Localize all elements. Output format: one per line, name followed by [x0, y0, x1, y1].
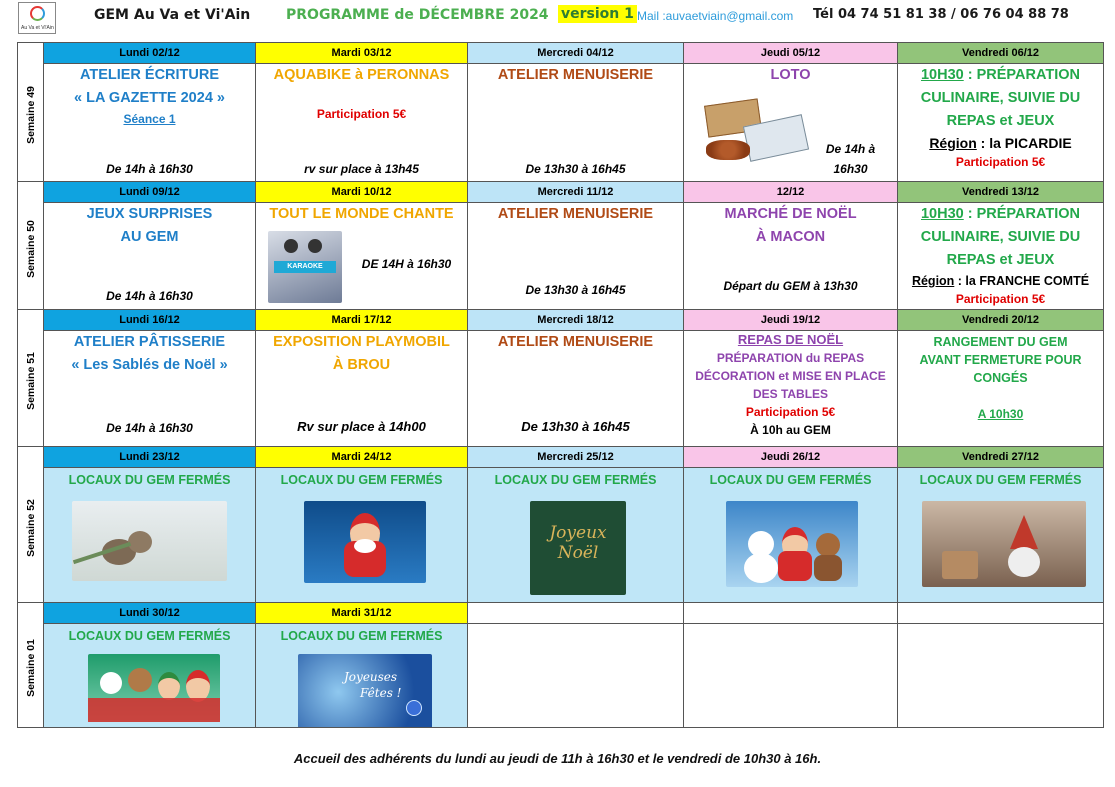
closed-cell: LOCAUX DU GEM FERMÉS	[684, 468, 898, 603]
activity-cell: 10H30 : PRÉPARATION CULINAIRE, SUIVIE DU REPAS et JEUX Région : la PICARDIE Participation 5€	[898, 64, 1104, 182]
activity-cell: MARCHÉ DE NOËL À MACON Départ du GEM à 13h30	[684, 203, 898, 310]
closed-cell: LOCAUX DU GEM FERMÉS Joyeuses Fêtes !	[256, 624, 468, 728]
empty-cell	[684, 624, 898, 728]
activity-cell: ATELIER MENUISERIE De 13h30 à 16h45	[468, 203, 684, 310]
page-title: GEM Au Va et Vi'Ain	[94, 7, 251, 23]
activity-cell: LOTO De 14h à 16h30	[684, 64, 898, 182]
karaoke-image: KARAOKE	[268, 231, 342, 303]
day-header: Mercredi 25/12	[468, 447, 684, 468]
week-header-row	[18, 43, 1104, 64]
week-label-cell: Semaine 01	[18, 603, 44, 728]
week-label-cell: Semaine 49	[18, 43, 44, 182]
christmas-characters-image	[88, 654, 220, 722]
week-header-row	[18, 182, 1104, 203]
activity-cell: JEUX SURPRISES AU GEM De 14h à 16h30	[44, 203, 256, 310]
day-header: Mardi 10/12	[256, 182, 468, 203]
version-badge: version 1	[558, 5, 637, 23]
activity-cell: RANGEMENT DU GEM AVANT FERMETURE POUR CONGÉS A 10h30	[898, 331, 1104, 447]
day-header: Mardi 31/12	[256, 603, 468, 624]
day-header: Jeudi 26/12	[684, 447, 898, 468]
closed-cell: LOCAUX DU GEM FERMÉS	[898, 468, 1104, 603]
gem-logo: Au Va et Vi'Ain	[18, 2, 56, 34]
joyeux-noel-image: Joyeux Noël	[530, 501, 626, 595]
empty-cell	[898, 624, 1104, 728]
santa-image	[304, 501, 426, 583]
contact-mail: Mail :auvaetviain@gmail.com	[637, 9, 794, 23]
day-header: Vendredi 27/12	[898, 447, 1104, 468]
empty-header	[684, 603, 898, 624]
day-header: Mercredi 04/12	[468, 43, 684, 64]
week-label-cell: Semaine 51	[18, 310, 44, 447]
week-header-row	[18, 603, 1104, 624]
day-header: Mercredi 18/12	[468, 310, 684, 331]
activity-cell: ATELIER MENUISERIE De 13h30 à 16h45	[468, 64, 684, 182]
closed-cell: LOCAUX DU GEM FERMÉS Joyeux Noël	[468, 468, 684, 603]
loto-image	[702, 94, 810, 172]
activity-cell: EXPOSITION PLAYMOBIL À BROU Rv sur place à 14h00	[256, 331, 468, 447]
closed-cell: LOCAUX DU GEM FERMÉS	[256, 468, 468, 603]
day-header: Lundi 16/12	[44, 310, 256, 331]
day-header: Mardi 03/12	[256, 43, 468, 64]
gnome-image	[922, 501, 1086, 587]
activity-cell: ATELIER ÉCRITURE « LA GAZETTE 2024 » Séance 1 De 14h à 16h30	[44, 64, 256, 182]
day-header: Jeudi 19/12	[684, 310, 898, 331]
day-header: Vendredi 06/12	[898, 43, 1104, 64]
joyeuses-fetes-image: Joyeuses Fêtes !	[298, 654, 432, 728]
closed-cell: LOCAUX DU GEM FERMÉS	[44, 468, 256, 603]
empty-header	[898, 603, 1104, 624]
empty-header	[468, 603, 684, 624]
activity-cell: REPAS DE NOËL PRÉPARATION du REPAS DÉCORATION et MISE EN PLACE DES TABLES Participation 5€ À 10h au GEM	[684, 331, 898, 447]
day-header: Vendredi 13/12	[898, 182, 1104, 203]
activity-cell: TOUT LE MONDE CHANTE KARAOKE DE 14H à 16h30	[256, 203, 468, 310]
pinecone-image	[72, 501, 227, 581]
week-label-cell: Semaine 52	[18, 447, 44, 603]
day-header: Jeudi 05/12	[684, 43, 898, 64]
activity-cell: ATELIER MENUISERIE De 13h30 à 16h45	[468, 331, 684, 447]
day-header: Lundi 23/12	[44, 447, 256, 468]
opening-hours-note: Accueil des adhérents du lundi au jeudi de 11h à 16h30 et le vendredi de 10h30 à 16h.	[293, 751, 822, 766]
week-label-cell: Semaine 50	[18, 182, 44, 310]
day-header: Lundi 09/12	[44, 182, 256, 203]
calendar-table	[17, 42, 1104, 728]
day-header: Mardi 24/12	[256, 447, 468, 468]
day-header: Lundi 02/12	[44, 43, 256, 64]
week-header-row	[18, 310, 1104, 331]
page-header	[0, 0, 1115, 36]
empty-cell	[468, 624, 684, 728]
week-header-row	[18, 447, 1104, 468]
activity-cell: AQUABIKE à PERONNAS Participation 5€ rv sur place à 13h45	[256, 64, 468, 182]
programme-title: PROGRAMME de DÉCEMBRE 2024	[286, 7, 549, 23]
snowman-image	[726, 501, 858, 587]
day-header: Lundi 30/12	[44, 603, 256, 624]
day-header: 12/12	[684, 182, 898, 203]
activity-cell: 10H30 : PRÉPARATION CULINAIRE, SUIVIE DU REPAS et JEUX Région : la FRANCHE COMTÉ Participation 5€	[898, 203, 1104, 310]
activity-cell: ATELIER PÂTISSERIE « Les Sablés de Noël » De 14h à 16h30	[44, 331, 256, 447]
day-header: Mardi 17/12	[256, 310, 468, 331]
day-header: Mercredi 11/12	[468, 182, 684, 203]
contact-phone: Tél 04 74 51 81 38 / 06 76 04 88 78	[813, 7, 1069, 22]
day-header: Vendredi 20/12	[898, 310, 1104, 331]
closed-cell: LOCAUX DU GEM FERMÉS	[44, 624, 256, 728]
